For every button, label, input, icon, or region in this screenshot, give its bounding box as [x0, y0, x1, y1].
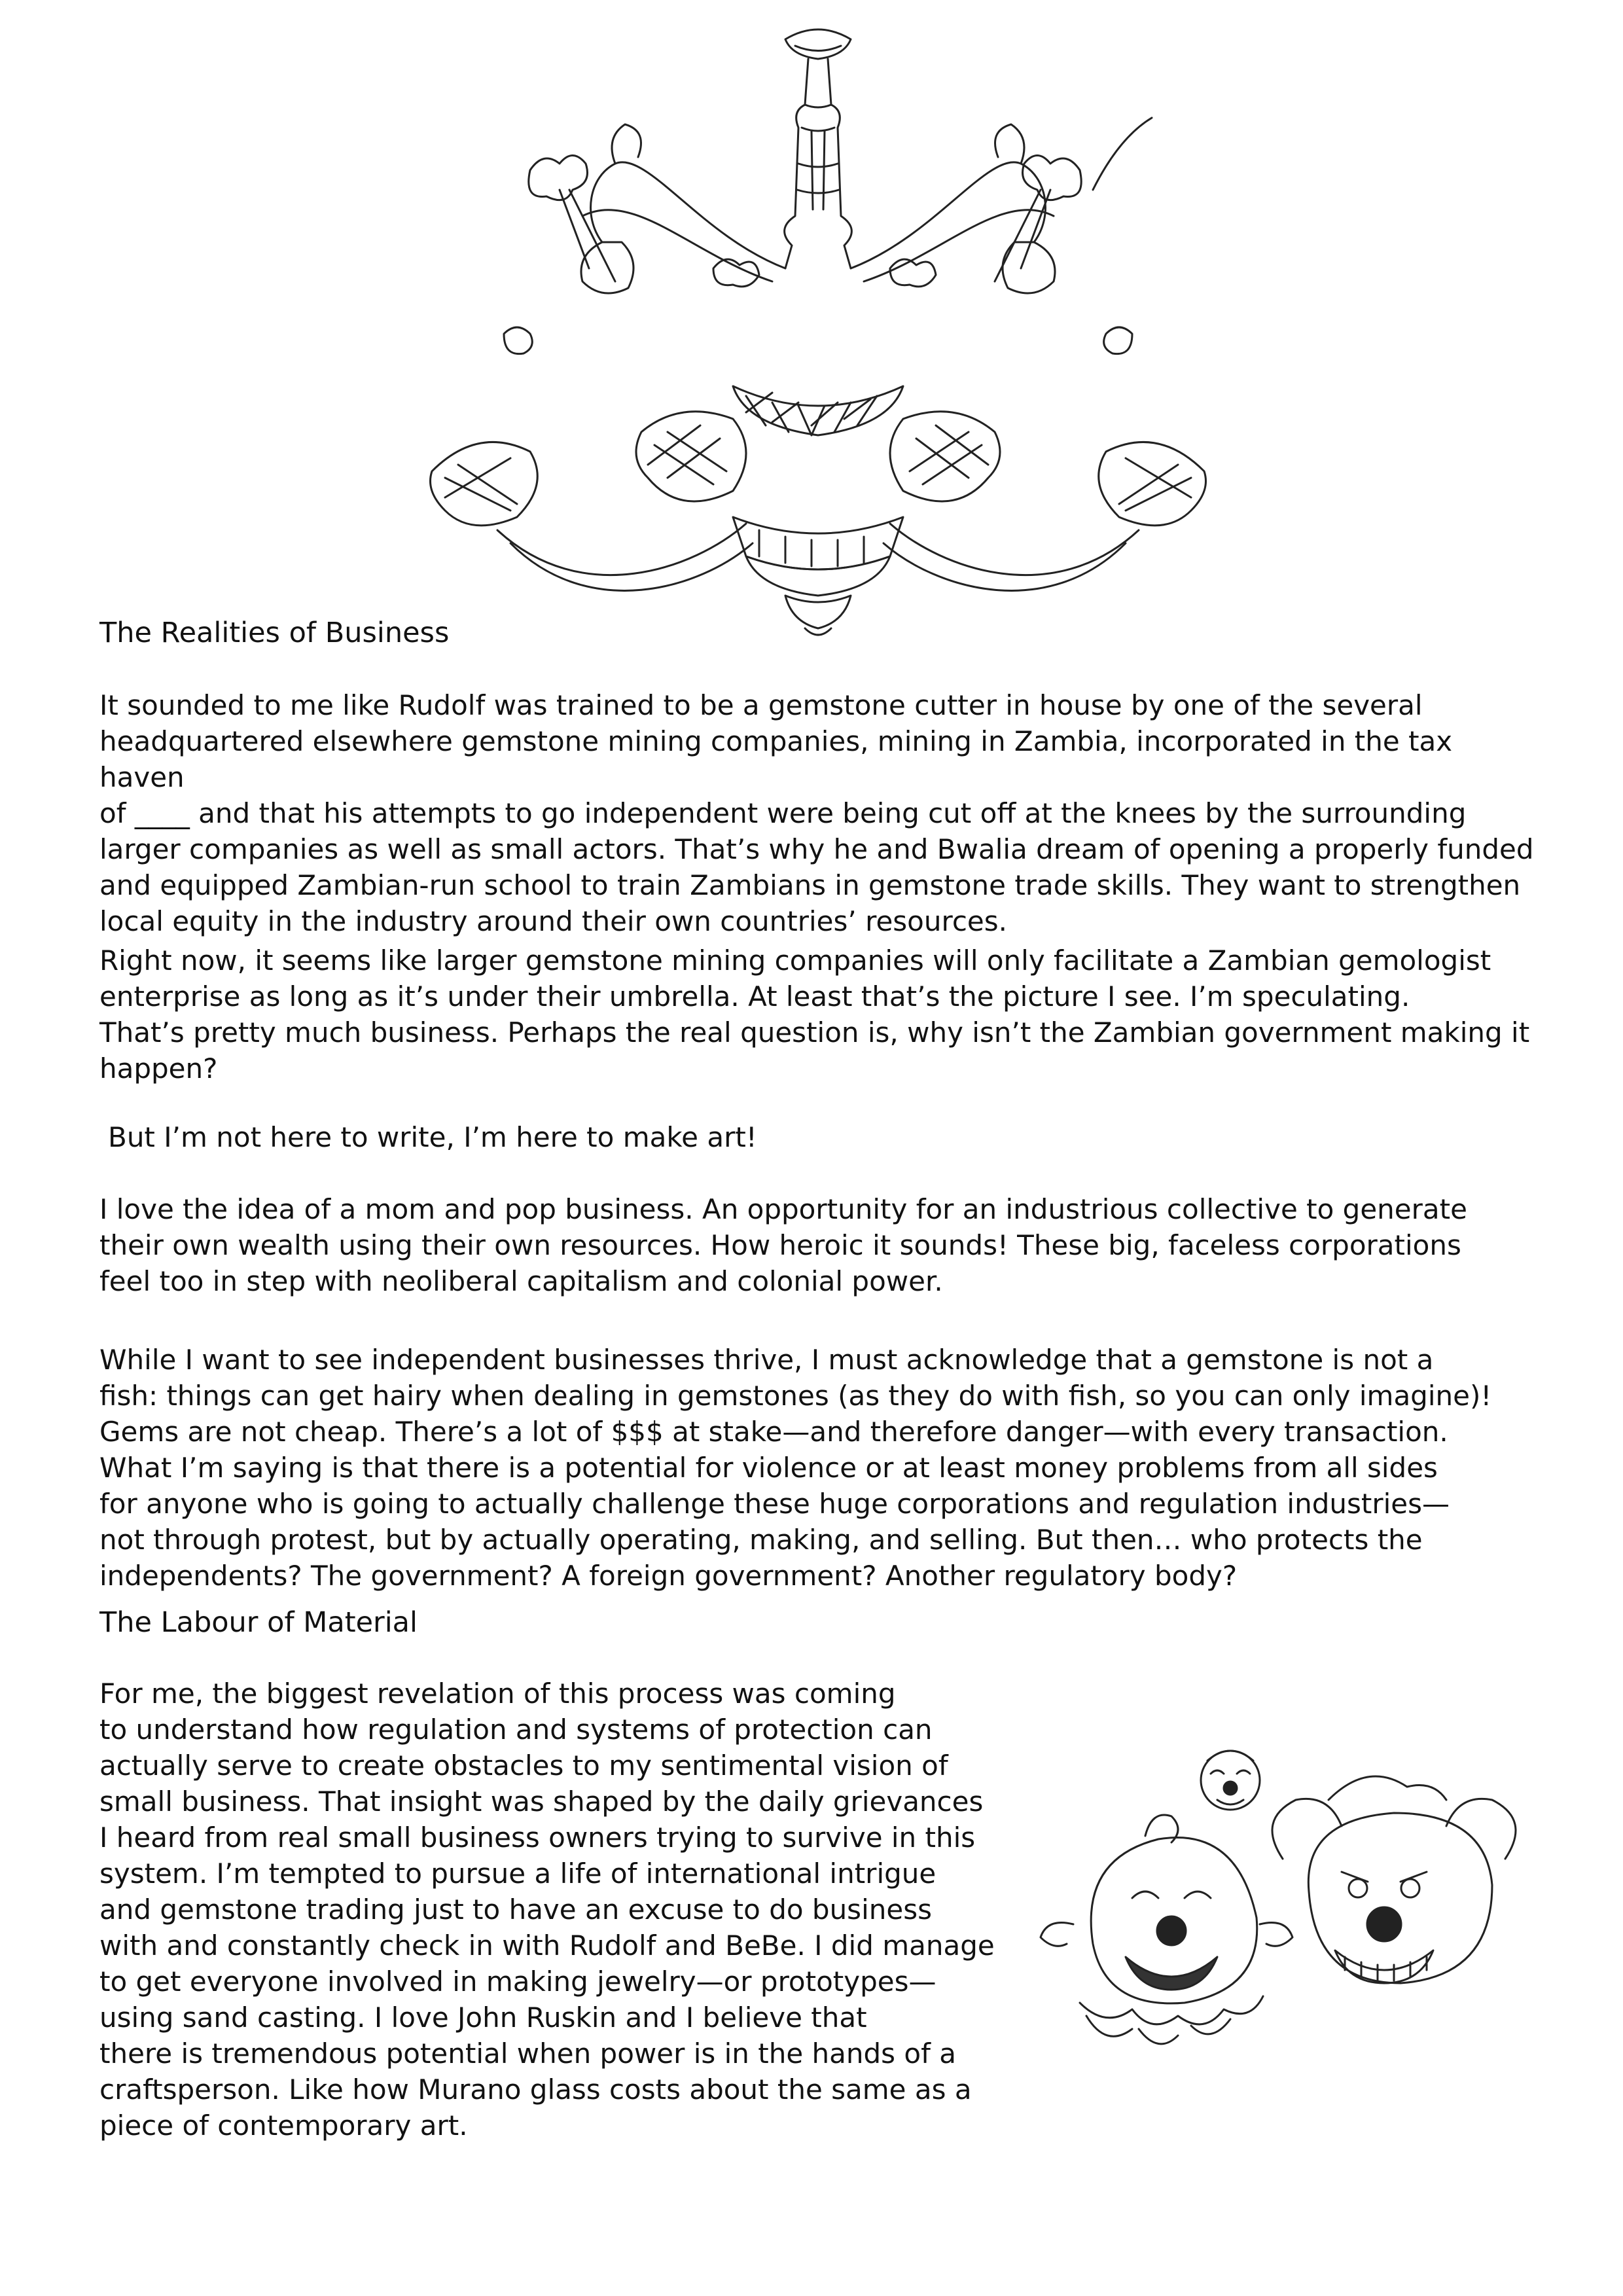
- paragraph-5: While I want to see independent businesses thrive, I must acknowledge that a gemstone is not a fish: things can get hairy when dealing in gemstones (as they do with fish, so you can only imagine)! Gems are not cheap. There’s a lot of $$$ at stake—and therefore danger—with every transaction. What I’m saying is that there is a potential for violence or at least money problems from all sides for anyone who is going to actually challenge these huge corporations and regulation industries— not through protest, but by actually operating, making, and selling. But then… who protects the independents? The government? A foreign government? Another regulatory body?: [99, 1344, 1492, 1592]
- chandelier-drawing-icon: [419, 20, 1217, 655]
- paragraph-2: Right now, it seems like larger gemstone mining companies will only facilitate a Zambian gemologist enterprise as long as it’s under their umbrella. At least that’s the picture I see. I’m speculating. That’s pretty much business. Perhaps the real question is, why isn’t the Zambian government making it happen?: [99, 944, 1530, 1085]
- clown-faces-drawing-icon: [1034, 1728, 1531, 2068]
- section-title-realities: The Realities of Business: [99, 617, 450, 649]
- paragraph-4: I love the idea of a mom and pop business. An opportunity for an industrious collective to generate their own wealth using their own resources. How heroic it sounds! These big, faceless corporations feel too in step with neoliberal capitalism and colonial power.: [99, 1193, 1467, 1297]
- paragraph-6: For me, the biggest revelation of this process was coming to understand how regulation and systems of protection can actually serve to create obstacles to my sentimental vision of small business. That insight was shaped by the daily grievances I heard from real small business owners trying to survive in this system. I’m tempted to pursue a life of international intrigue and gemstone trading just to have an excuse to do business with and constantly check in with Rudolf and BeBe. I did manage to get everyone involved in making jewelry—or prototypes— using sand casting. I love John Ruskin and I believe that there is tremendous potential when power is in the hands of a craftsperson. Like how Murano glass costs about the same as a piece of contemporary art.: [99, 1677, 995, 2142]
- paragraph-3: But I’m not here to write, I’m here to make art!: [108, 1121, 757, 1153]
- paragraph-1: It sounded to me like Rudolf was trained to be a gemstone cutter in house by one of the several headquartered elsewhere gemstone mining companies, mining in Zambia, incorporated in the tax haven of ____ and that his attempts to go independent were being cut off at the knees by the surrounding larger companies as well as small actors. That’s why he and Bwalia dream of opening a properly funded and equipped Zambian-run school to train Zambians in gemstone trade skills. They want to strengthen local equity in the industry around their own countries’ resources.: [99, 689, 1534, 937]
- section-title-labour: The Labour of Material: [99, 1606, 418, 1639]
